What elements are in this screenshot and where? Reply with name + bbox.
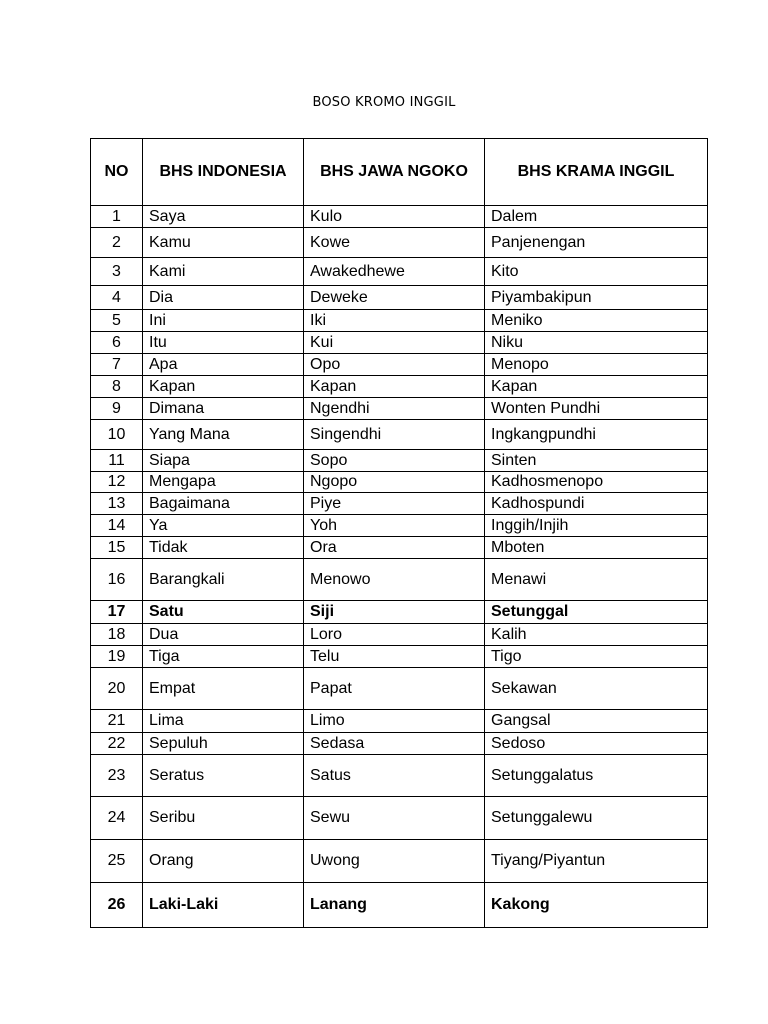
cell-no: 3 xyxy=(91,258,143,286)
table-row xyxy=(91,624,708,646)
header-no: NO xyxy=(91,139,143,206)
cell-krama: Sinten xyxy=(485,450,708,472)
cell-no: 10 xyxy=(91,420,143,450)
table-row xyxy=(91,840,708,883)
cell-indonesia: Laki-Laki xyxy=(143,883,304,928)
table-row xyxy=(91,883,708,928)
cell-no: 19 xyxy=(91,646,143,668)
cell-krama: Kakong xyxy=(485,883,708,928)
cell-no: 24 xyxy=(91,797,143,840)
cell-krama: Mboten xyxy=(485,537,708,559)
cell-ngoko: Opo xyxy=(304,354,485,376)
cell-krama: Ingkangpundhi xyxy=(485,420,708,450)
cell-indonesia: Seratus xyxy=(143,755,304,797)
table-row xyxy=(91,286,708,310)
cell-krama: Setunggalatus xyxy=(485,755,708,797)
cell-no: 25 xyxy=(91,840,143,883)
cell-indonesia: Dimana xyxy=(143,398,304,420)
cell-ngoko: Telu xyxy=(304,646,485,668)
table-row xyxy=(91,258,708,286)
cell-indonesia: Seribu xyxy=(143,797,304,840)
table-row xyxy=(91,755,708,797)
table-row xyxy=(91,354,708,376)
cell-no: 20 xyxy=(91,668,143,710)
cell-no: 14 xyxy=(91,515,143,537)
header-ngoko: BHS JAWA NGOKO xyxy=(304,139,485,206)
cell-indonesia: Lima xyxy=(143,710,304,733)
header-indonesia: BHS INDONESIA xyxy=(143,139,304,206)
cell-ngoko: Lanang xyxy=(304,883,485,928)
cell-ngoko: Satus xyxy=(304,755,485,797)
cell-no: 18 xyxy=(91,624,143,646)
table-row xyxy=(91,646,708,668)
cell-no: 23 xyxy=(91,755,143,797)
cell-indonesia: Siapa xyxy=(143,450,304,472)
cell-ngoko: Ngopo xyxy=(304,472,485,493)
table-row xyxy=(91,515,708,537)
cell-no: 9 xyxy=(91,398,143,420)
table-row xyxy=(91,206,708,228)
cell-indonesia: Barangkali xyxy=(143,559,304,601)
cell-indonesia: Saya xyxy=(143,206,304,228)
cell-krama: Kalih xyxy=(485,624,708,646)
cell-indonesia: Dia xyxy=(143,286,304,310)
table-row xyxy=(91,733,708,755)
cell-krama: Gangsal xyxy=(485,710,708,733)
cell-indonesia: Ya xyxy=(143,515,304,537)
cell-no: 2 xyxy=(91,228,143,258)
table-row xyxy=(91,797,708,840)
table-row xyxy=(91,493,708,515)
cell-no: 15 xyxy=(91,537,143,559)
cell-no: 16 xyxy=(91,559,143,601)
table-row xyxy=(91,559,708,601)
cell-krama: Niku xyxy=(485,332,708,354)
cell-indonesia: Mengapa xyxy=(143,472,304,493)
cell-ngoko: Uwong xyxy=(304,840,485,883)
cell-ngoko: Limo xyxy=(304,710,485,733)
cell-indonesia: Dua xyxy=(143,624,304,646)
cell-ngoko: Deweke xyxy=(304,286,485,310)
cell-no: 5 xyxy=(91,310,143,332)
cell-indonesia: Tiga xyxy=(143,646,304,668)
cell-ngoko: Papat xyxy=(304,668,485,710)
cell-indonesia: Ini xyxy=(143,310,304,332)
cell-no: 7 xyxy=(91,354,143,376)
cell-no: 11 xyxy=(91,450,143,472)
cell-ngoko: Menowo xyxy=(304,559,485,601)
cell-ngoko: Kulo xyxy=(304,206,485,228)
cell-indonesia: Satu xyxy=(143,601,304,624)
cell-indonesia: Orang xyxy=(143,840,304,883)
table-header-row xyxy=(91,139,708,206)
cell-indonesia: Apa xyxy=(143,354,304,376)
cell-no: 4 xyxy=(91,286,143,310)
table-row xyxy=(91,310,708,332)
cell-indonesia: Kami xyxy=(143,258,304,286)
cell-krama: Setunggal xyxy=(485,601,708,624)
table-row xyxy=(91,537,708,559)
cell-no: 26 xyxy=(91,883,143,928)
cell-indonesia: Itu xyxy=(143,332,304,354)
cell-krama: Kito xyxy=(485,258,708,286)
cell-no: 1 xyxy=(91,206,143,228)
cell-ngoko: Ora xyxy=(304,537,485,559)
cell-ngoko: Ngendhi xyxy=(304,398,485,420)
cell-ngoko: Singendhi xyxy=(304,420,485,450)
table-row xyxy=(91,376,708,398)
table-row xyxy=(91,228,708,258)
cell-krama: Kadhosmenopo xyxy=(485,472,708,493)
cell-krama: Piyambakipun xyxy=(485,286,708,310)
cell-ngoko: Sedasa xyxy=(304,733,485,755)
cell-krama: Setunggalewu xyxy=(485,797,708,840)
cell-ngoko: Awakedhewe xyxy=(304,258,485,286)
cell-no: 6 xyxy=(91,332,143,354)
cell-krama: Tiyang/Piyantun xyxy=(485,840,708,883)
cell-ngoko: Yoh xyxy=(304,515,485,537)
cell-indonesia: Kamu xyxy=(143,228,304,258)
cell-ngoko: Piye xyxy=(304,493,485,515)
table-row xyxy=(91,601,708,624)
cell-no: 17 xyxy=(91,601,143,624)
cell-krama: Dalem xyxy=(485,206,708,228)
cell-indonesia: Empat xyxy=(143,668,304,710)
cell-indonesia: Yang Mana xyxy=(143,420,304,450)
cell-krama: Wonten Pundhi xyxy=(485,398,708,420)
cell-indonesia: Kapan xyxy=(143,376,304,398)
cell-krama: Inggih/Injih xyxy=(485,515,708,537)
table-row xyxy=(91,710,708,733)
table-row xyxy=(91,450,708,472)
cell-no: 21 xyxy=(91,710,143,733)
header-krama: BHS KRAMA INGGIL xyxy=(485,139,708,206)
document-title: BOSO KROMO INGGIL xyxy=(312,95,456,110)
cell-krama: Sedoso xyxy=(485,733,708,755)
cell-krama: Sekawan xyxy=(485,668,708,710)
cell-no: 13 xyxy=(91,493,143,515)
cell-krama: Meniko xyxy=(485,310,708,332)
vocabulary-table xyxy=(90,138,708,928)
cell-indonesia: Sepuluh xyxy=(143,733,304,755)
cell-ngoko: Sopo xyxy=(304,450,485,472)
cell-ngoko: Sewu xyxy=(304,797,485,840)
table-row xyxy=(91,398,708,420)
table-row xyxy=(91,332,708,354)
cell-krama: Tigo xyxy=(485,646,708,668)
cell-ngoko: Siji xyxy=(304,601,485,624)
cell-krama: Menawi xyxy=(485,559,708,601)
cell-krama: Kadhospundi xyxy=(485,493,708,515)
table-row xyxy=(91,472,708,493)
cell-no: 22 xyxy=(91,733,143,755)
table-row xyxy=(91,420,708,450)
cell-krama: Panjenengan xyxy=(485,228,708,258)
cell-ngoko: Kapan xyxy=(304,376,485,398)
table-row xyxy=(91,668,708,710)
cell-ngoko: Loro xyxy=(304,624,485,646)
cell-krama: Menopo xyxy=(485,354,708,376)
cell-no: 12 xyxy=(91,472,143,493)
cell-indonesia: Bagaimana xyxy=(143,493,304,515)
cell-ngoko: Iki xyxy=(304,310,485,332)
cell-indonesia: Tidak xyxy=(143,537,304,559)
cell-ngoko: Kui xyxy=(304,332,485,354)
cell-ngoko: Kowe xyxy=(304,228,485,258)
cell-no: 8 xyxy=(91,376,143,398)
cell-krama: Kapan xyxy=(485,376,708,398)
